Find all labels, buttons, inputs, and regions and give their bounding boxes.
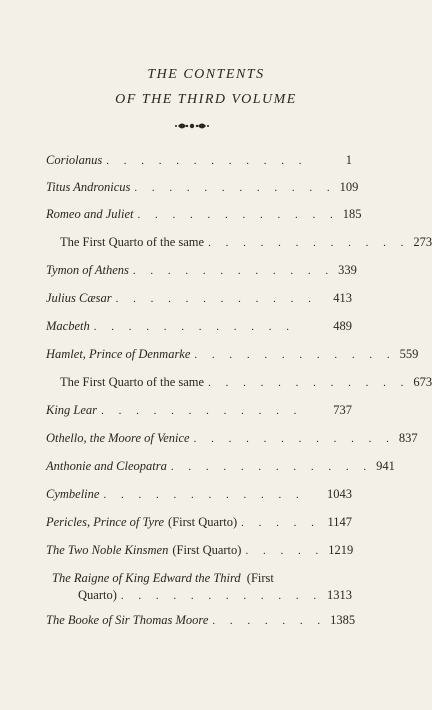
toc-entry-page: 273 <box>413 235 432 249</box>
toc-entry-page: 1219 <box>328 543 354 557</box>
toc-entry-note: (First Quarto) <box>168 515 238 529</box>
toc-entry-coriolanus <box>46 152 352 170</box>
toc-entry-title: Tymon of Athens <box>46 263 129 277</box>
toc-entry-macbeth <box>46 318 352 336</box>
fleuron-ornament-icon <box>174 120 210 132</box>
toc-entry-title: The Booke of Sir Thomas Moore <box>46 613 209 627</box>
toc-entry-page: 559 <box>399 347 419 361</box>
toc-entry-page: 413 <box>333 291 352 305</box>
toc-entry-romeo-first-quarto <box>60 234 432 252</box>
toc-entry-title: Macbeth <box>46 319 90 333</box>
toc-entry-title: Romeo and Juliet <box>46 207 134 221</box>
leader-dots: . . . . . <box>241 517 320 529</box>
leader-dots: . . . . . . . . . . . . <box>106 155 308 167</box>
leader-dots: . . . . . . . . . . . . <box>208 237 410 249</box>
toc-entry-title: The First Quarto of the same <box>60 235 205 249</box>
toc-entry-title: The Two Noble Kinsmen <box>46 543 169 557</box>
toc-entry-continuation: Quarto) <box>78 588 117 602</box>
heading-line-2: OF THE THIRD VOLUME <box>115 92 297 107</box>
leader-dots: . . . . . <box>245 545 325 557</box>
leader-dots: . . . . . . . . . . . . <box>134 182 336 194</box>
toc-entry-page: 673 <box>413 375 432 389</box>
toc-entry-othello <box>46 430 418 448</box>
leader-dots: . . . . . . . . . . . . <box>115 293 317 305</box>
leader-dots: . . . . . . . . . . . . <box>170 461 373 473</box>
toc-entry-page: 1313 <box>327 588 352 602</box>
toc-entry-page: 1 <box>345 153 352 167</box>
toc-entry-page: 185 <box>342 207 362 221</box>
leader-dots: . . . . . . . . . . . . <box>137 209 339 221</box>
toc-entry-hamlet <box>46 346 419 364</box>
leader-dots: . . . . . . . . . . . . <box>208 377 410 389</box>
toc-entry-title: Titus Andronicus <box>46 180 131 194</box>
toc-entry-note: (First Quarto) <box>172 543 242 557</box>
toc-entry-page: 489 <box>333 319 352 333</box>
toc-entry-page: 837 <box>398 431 418 445</box>
toc-entry-title: Julius Cæsar <box>46 291 112 305</box>
leader-dots: . . . . . . . . . . . . <box>101 405 303 417</box>
toc-entry-titus-andronicus <box>46 179 359 197</box>
toc-entry-title: Anthonie and Cleopatra <box>46 459 167 473</box>
leader-dots: . . . . . . . . . . . . <box>103 489 305 501</box>
toc-entry-note: (First <box>246 571 274 585</box>
toc-entry-title: Hamlet, Prince of Denmarke <box>46 347 191 361</box>
toc-entry-anthonie-and-cleopatra <box>46 458 395 476</box>
leader-dots: . . . . . . . . . . . . <box>132 265 335 277</box>
leader-dots: . . . . . . . . . . . . <box>193 433 395 445</box>
toc-entry-page: 109 <box>339 180 359 194</box>
toc-entry-hamlet-first-quarto <box>60 374 432 392</box>
toc-entry-title: Othello, the Moore of Venice <box>46 431 190 445</box>
toc-entry-page: 339 <box>338 263 357 277</box>
toc-entry-sir-thomas-moore <box>46 612 356 630</box>
toc-entry-page: 1043 <box>327 487 352 501</box>
toc-entry-title: The First Quarto of the same <box>60 375 205 389</box>
toc-entry-cymbeline <box>46 486 352 504</box>
toc-entry-king-lear <box>46 402 352 420</box>
toc-entry-romeo-and-juliet <box>46 206 362 224</box>
toc-entry-edward-the-third <box>52 570 352 605</box>
toc-entry-page: 941 <box>376 459 395 473</box>
toc-entry-title: Pericles, Prince of Tyre <box>46 515 165 529</box>
toc-entry-title: Cymbeline <box>46 487 100 501</box>
leader-dots: . . . . . . . . . . . . <box>120 590 323 602</box>
leader-dots: . . . . . . . . . . . . <box>194 349 396 361</box>
toc-entry-page: 1385 <box>330 613 356 627</box>
toc-entry-julius-caesar <box>46 290 352 308</box>
toc-entry-title: The Raigne of King Edward the Third <box>52 571 241 585</box>
toc-entry-pericles <box>46 514 352 532</box>
toc-entry-page: 737 <box>333 403 352 417</box>
toc-entry-page: 1147 <box>327 515 352 529</box>
heading-line-1: THE CONTENTS <box>147 67 265 82</box>
toc-entry-tymon-of-athens <box>46 262 357 280</box>
leader-dots: . . . . . . . <box>212 615 327 627</box>
leader-dots: . . . . . . . . . . . . <box>93 321 295 333</box>
toc-entry-title: King Lear <box>46 403 98 417</box>
toc-entry-title: Coriolanus <box>46 153 103 167</box>
toc-entry-two-noble-kinsmen <box>46 542 352 560</box>
